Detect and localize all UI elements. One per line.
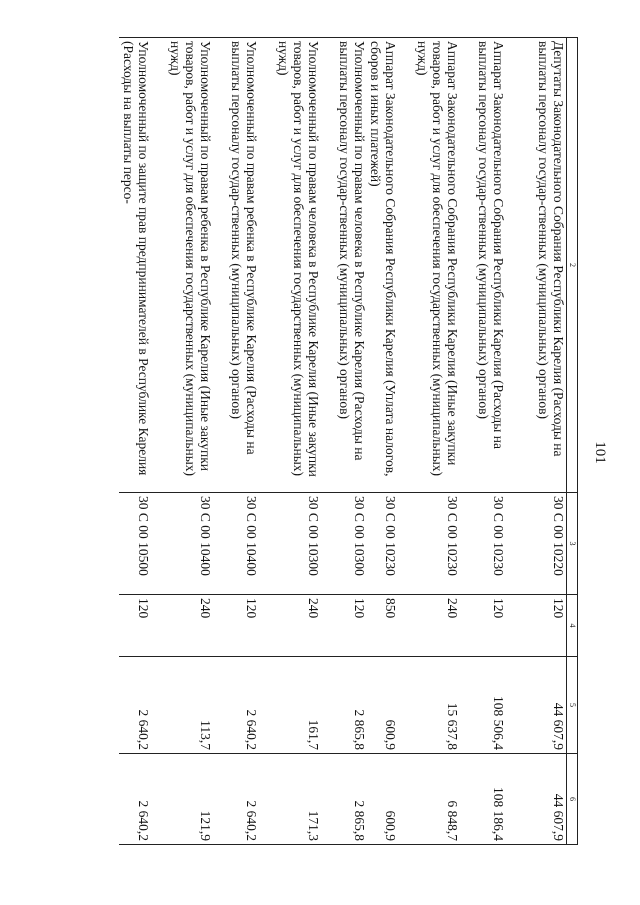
table-row xyxy=(322,38,368,845)
row-name: Уполномоченный по защите прав предпринимателей в Республике Карелия (Расходы на выплаты персо- xyxy=(120,38,152,493)
row-value1: 44 607,9 xyxy=(507,657,567,754)
column-header: 4 xyxy=(567,595,578,657)
row-name: Аппарат Законодательного Собрания Республики Карелия (Расходы на выплаты персоналу государ-ственных (муниципальных) органов) xyxy=(461,38,507,493)
row-value1: 161,7 xyxy=(260,657,322,754)
row-value2: 6 848,7 xyxy=(399,754,461,845)
row-kind: 240 xyxy=(260,595,322,657)
row-value1: 2 640,2 xyxy=(214,657,260,754)
row-value2: 600,9 xyxy=(368,754,399,845)
column-number-row xyxy=(567,38,578,845)
row-kind: 120 xyxy=(120,595,152,657)
row-name: Аппарат Законодательного Собрания Республики Карелия (Иные закупки товаров, работ и услуг для обеспечения государственных (муниципальных) нужд) xyxy=(399,38,461,493)
row-value2: 44 607,9 xyxy=(507,754,567,845)
column-header: 6 xyxy=(567,754,578,845)
row-name: Аппарат Законодательного Собрания Республики Карелия (Уплата налогов, сборов и иных платежей) xyxy=(368,38,399,493)
table-row xyxy=(214,38,260,845)
row-value2: 2 865,8 xyxy=(322,754,368,845)
row-value2: 171,3 xyxy=(260,754,322,845)
row-value1: 15 637,8 xyxy=(399,657,461,754)
page-number: 101 xyxy=(592,441,608,464)
table-row xyxy=(507,38,567,845)
row-name: Депутаты Законодательного Собрания Республики Карелия (Расходы на выплаты персоналу государ-ственных (муниципальных) органов) xyxy=(507,38,567,493)
row-code: 30 С 00 10300 xyxy=(260,493,322,595)
row-code: 30 С 00 10400 xyxy=(152,493,214,595)
row-kind: 240 xyxy=(399,595,461,657)
row-value1: 2 640,2 xyxy=(120,657,152,754)
row-code: 30 С 00 10220 xyxy=(507,493,567,595)
row-value1: 113,7 xyxy=(152,657,214,754)
table-row xyxy=(368,38,399,845)
column-header: 3 xyxy=(567,493,578,595)
row-name: Уполномоченный по правам человека в Республике Карелия (Иные закупки товаров, работ и услуг для обеспечения государственных (муниципальных) нужд) xyxy=(260,38,322,493)
row-code: 30 С 00 10230 xyxy=(368,493,399,595)
row-value2: 121,9 xyxy=(152,754,214,845)
row-kind: 850 xyxy=(368,595,399,657)
row-name: Уполномоченный по правам ребенка в Республике Карелия (Расходы на выплаты персоналу государ-ственных (муниципальных) органов) xyxy=(214,38,260,493)
table-row xyxy=(260,38,322,845)
row-kind: 120 xyxy=(214,595,260,657)
row-code: 30 С 00 10500 xyxy=(120,493,152,595)
row-value2: 2 640,2 xyxy=(214,754,260,845)
row-name: Уполномоченный по правам человека в Республике Карелия (Расходы на выплаты персоналу государ-ственных (муниципальных) органов) xyxy=(322,38,368,493)
row-kind: 120 xyxy=(322,595,368,657)
row-value2: 108 186,4 xyxy=(461,754,507,845)
table-row xyxy=(152,38,214,845)
table-row xyxy=(399,38,461,845)
column-header: 5 xyxy=(567,657,578,754)
row-value1: 2 865,8 xyxy=(322,657,368,754)
row-code: 30 С 00 10400 xyxy=(214,493,260,595)
row-kind: 240 xyxy=(152,595,214,657)
table-row xyxy=(120,38,152,845)
row-name: Уполномоченный по правам ребенка в Республике Карелия (Иные закупки товаров, работ и услуг для обеспечения государственных (муниципальных) нужд) xyxy=(152,38,214,493)
row-kind: 120 xyxy=(507,595,567,657)
row-kind: 120 xyxy=(461,595,507,657)
row-value1: 108 506,4 xyxy=(461,657,507,754)
row-value2: 2 640,2 xyxy=(120,754,152,845)
row-value1: 600,9 xyxy=(368,657,399,754)
row-code: 30 С 00 10230 xyxy=(461,493,507,595)
row-code: 30 С 00 10300 xyxy=(322,493,368,595)
column-header: 2 xyxy=(567,38,578,493)
table-row xyxy=(461,38,507,845)
row-code: 30 С 00 10230 xyxy=(399,493,461,595)
budget-table xyxy=(120,37,579,845)
